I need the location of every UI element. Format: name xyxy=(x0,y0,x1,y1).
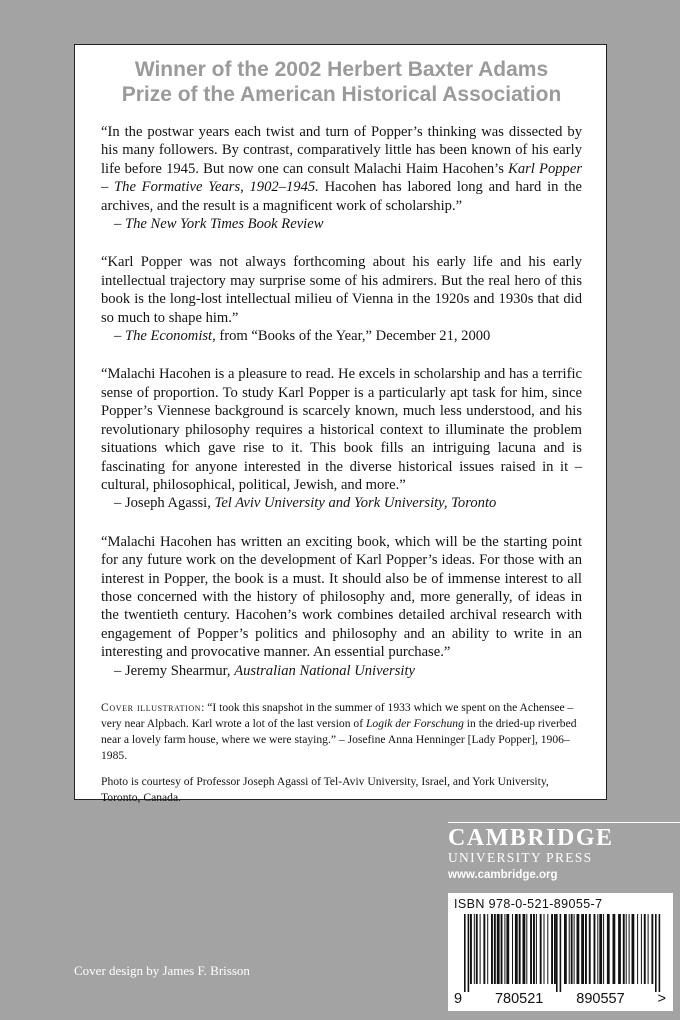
back-cover-text-panel xyxy=(74,44,607,804)
isbn-label: ISBN 978-0-521-89055-7 xyxy=(454,897,603,911)
quote-text: “Malachi Hacohen has written an exciting book, which will be the starting point for any future work on the development of Karl Popper’s ideas. For those with an interest in Popper, the book is a must. It should also be of immense interest to all those concerned with the history of philosophy and, more generally, of ideas in the twentieth century. Hacohen’s work combines detailed archival research with engagement of Popper’s politics and philosophy and an ability to write in an interesting and provocative manner. An essential purchase.” xyxy=(101,533,582,661)
prize-heading xyxy=(101,57,582,107)
ean-group-1: 780521 xyxy=(494,991,544,1007)
publisher-url: www.cambridge.org xyxy=(448,869,558,881)
cover-illustration-label: Cover illustration xyxy=(101,700,202,714)
quote-attribution: – The Economist, from “Books of the Year,” December 21, 2000 xyxy=(114,328,491,345)
ean-group-2: 890557 xyxy=(576,991,625,1007)
review-quote-agassi xyxy=(101,365,582,512)
prize-line-1: Winner of the 2002 Herbert Baxter Adams xyxy=(134,58,549,81)
publisher-block xyxy=(448,822,680,881)
barcode-image xyxy=(454,914,668,992)
quote-book-title: Karl Popper – The Formative Years, 1902–1945. xyxy=(101,160,583,196)
isbn-barcode-box xyxy=(448,893,673,1011)
photo-credit: Photo is courtesy of Professor Joseph Agassi of Tel-Aviv University, Israel, and York University, Toronto, Canada. xyxy=(101,774,549,804)
ean-first-digit: 9 xyxy=(454,991,463,1007)
review-quote-shearmur xyxy=(101,533,582,680)
quote-text: “Malachi Hacohen is a pleasure to read. He excels in scholarship and has a terrific sense of proportion. To study Karl Popper is a particularly apt task for him, since Popper’s Viennese background is scarcely known, much less understood, and his revolutionary philosophy requires a historical context to illuminate the problem situations which gave rise to it. This book fills an intriguing lacuna and is fascinating for anyone interested in the diverse historical issues raised in it – cultural, philosophical, political, Jewish, and more.” xyxy=(101,366,582,493)
review-quote-economist xyxy=(101,253,582,345)
quote-text: “Karl Popper was not always forthcoming about his early life and his early intellectual trajectory may surprise some of his admirers. But the real hero of this book is the long-lost intellectual milieu of Vienna in the 1920s and 1930s that did so much to shape him.” xyxy=(101,254,582,326)
quote-attribution: – Jeremy Shearmur, Australian National University xyxy=(114,662,415,679)
publisher-name: CAMBRIDGE xyxy=(448,825,614,851)
review-quote-nyt xyxy=(101,123,582,233)
quote-text-end: Hacohen has labored long and hard in the archives, and the result is a magnificent work of scholarship.” xyxy=(101,179,582,214)
quote-attribution: – The New York Times Book Review xyxy=(114,216,324,233)
cover-illustration-credit: Cover illustration: “I took this snapshot in the summer of 1933 which we spent on the Achensee – very near Alpbach. Karl wrote a lot of the last version of Logik der Forschung in the dried-up riverbed near a lovely farm house, where we were staying.” – Josefine Anna Henninger [Lady Popper], 1906–1985. xyxy=(101,700,577,762)
prize-line-2: Prize of the American Historical Association xyxy=(121,83,562,106)
ean-digits xyxy=(454,991,668,1007)
quote-text: “In the postwar years each twist and turn of Popper’s thinking was dissected by his many followers. By contrast, comparatively little has been known of his early life before 1945. But now one can consult Malachi Haim Hacohen’s xyxy=(101,124,582,177)
ean-mark: > xyxy=(657,991,666,1007)
quote-attribution: – Joseph Agassi, Tel Aviv University and York University, Toronto xyxy=(114,495,497,512)
publisher-subtitle: UNIVERSITY PRESS xyxy=(448,850,593,865)
cover-design-credit: Cover design by James F. Brisson xyxy=(74,963,250,978)
